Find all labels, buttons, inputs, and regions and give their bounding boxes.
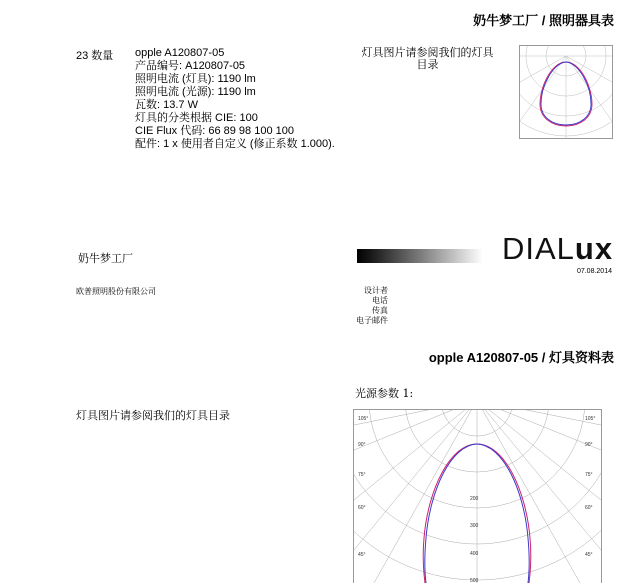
- logo-light: DIAL: [502, 231, 575, 266]
- angle-right-75: 75°: [585, 472, 593, 478]
- contact-phone: 电话: [372, 296, 388, 305]
- contact-designer: 设计者: [364, 286, 388, 295]
- angle-left-60: 60°: [358, 505, 366, 511]
- small-polar-svg: [520, 46, 612, 138]
- small-polar-grid: [520, 46, 612, 138]
- small-polar-diagram: [519, 45, 613, 139]
- catalog-reference-2: 灯具图片请参阅我们的灯具目录: [76, 409, 230, 422]
- contact-labels: [340, 286, 388, 326]
- spec-line: 照明电流 (灯具): 1190 lm: [135, 73, 256, 85]
- angle-right-90: 90°: [585, 442, 593, 448]
- radial-500: 500: [470, 578, 479, 583]
- luminaire-specs: [135, 47, 335, 151]
- logo-bold: ux: [574, 231, 614, 266]
- angle-left-75: 75°: [358, 472, 366, 478]
- angle-left-105: 105°: [358, 416, 369, 422]
- company-full-name: 欧普照明股份有限公司: [76, 287, 156, 296]
- spec-line: 照明电流 (光源): 1190 lm: [135, 86, 256, 98]
- company-name: 奶牛梦工厂: [78, 252, 133, 265]
- radial-200: 200: [470, 496, 479, 502]
- spec-line: 产品编号: A120807-05: [135, 60, 246, 72]
- spec-line: opple A120807-05: [135, 47, 225, 59]
- angle-left-90: 90°: [358, 442, 366, 448]
- large-polar-diagram: [353, 409, 602, 583]
- catalog-reference: 灯具图片请参阅我们的灯具目录: [361, 46, 494, 71]
- angle-right-60: 60°: [585, 505, 593, 511]
- contact-email: 电子邮件: [356, 316, 388, 325]
- spec-line: 配件: 1 x 使用者自定义 (修正系数 1.000).: [135, 138, 335, 150]
- spec-line: 瓦数: 13.7 W: [135, 99, 198, 111]
- page2-header: opple A120807-05 / 灯具资料表: [428, 350, 614, 365]
- angle-right-105: 105°: [585, 416, 596, 422]
- large-polar-svg: [354, 410, 601, 583]
- polar-angle-labels: [358, 416, 595, 583]
- angle-right-45: 45°: [585, 552, 593, 558]
- quantity-label: 23 数量: [76, 50, 114, 62]
- angle-left-45: 45°: [358, 552, 366, 558]
- contact-fax: 传真: [372, 306, 388, 315]
- spec-line: 灯具的分类根据 CIE: 100: [135, 112, 258, 124]
- dialux-logo: [502, 231, 613, 267]
- dialux-gradient-bar: [357, 249, 483, 263]
- source-params-label: 光源参数 1:: [355, 387, 414, 400]
- radial-300: 300: [470, 523, 479, 529]
- page-header: 奶牛梦工厂 / 照明器具表: [473, 13, 614, 28]
- spec-line: CIE Flux 代码: 66 89 98 100 100: [135, 125, 294, 137]
- document-date: 07.08.2014: [576, 268, 612, 275]
- radial-400: 400: [470, 551, 479, 557]
